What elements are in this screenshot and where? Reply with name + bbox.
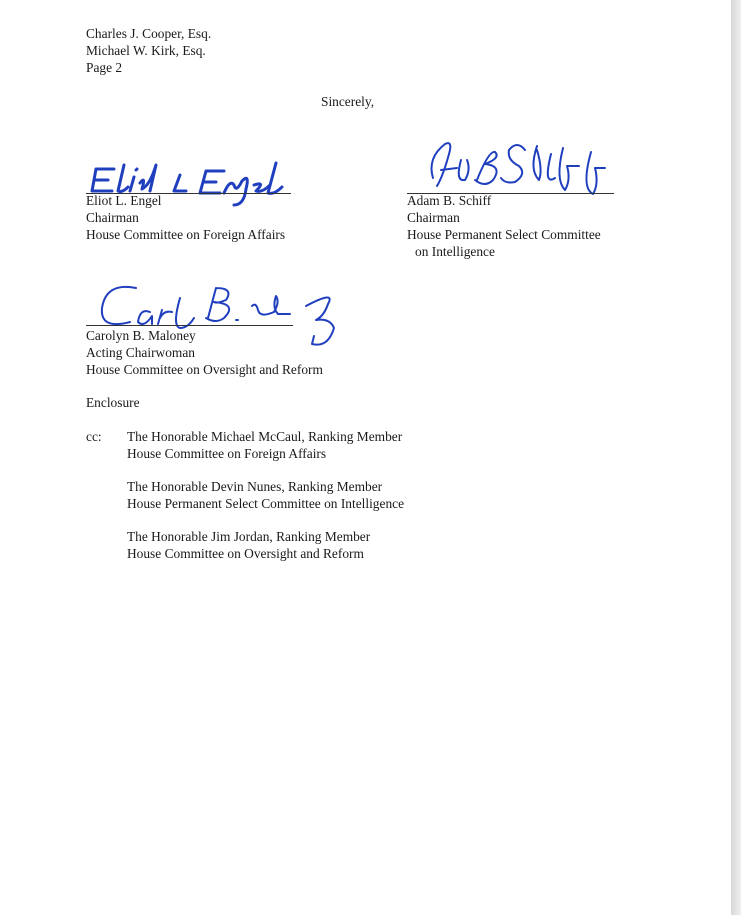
recipient-2: Michael W. Kirk, Esq. — [86, 43, 206, 58]
cc-entry-3-line-2: House Committee on Oversight and Reform — [127, 546, 364, 561]
signer-2-title: Chairman — [407, 210, 460, 225]
signer-1-title: Chairman — [86, 210, 139, 225]
signer-3-committee: House Committee on Oversight and Reform — [86, 362, 323, 377]
signer-2-name: Adam B. Schiff — [407, 193, 492, 208]
cc-label: cc: — [86, 429, 102, 444]
signer-3-name: Carolyn B. Maloney — [86, 328, 196, 343]
recipient-1: Charles J. Cooper, Esq. — [86, 26, 212, 41]
signer-1-committee: House Committee on Foreign Affairs — [86, 227, 286, 242]
signer-2-committee-cont: on Intelligence — [415, 244, 495, 259]
signer-2-committee: House Permanent Select Committee — [407, 227, 601, 242]
cc-entry-1-line-2: House Committee on Foreign Affairs — [127, 446, 327, 461]
cc-entry-1-line-1: The Honorable Michael McCaul, Ranking Member — [127, 429, 403, 444]
cc-entry-2-line-2: House Permanent Select Committee on Intelligence — [127, 496, 405, 511]
page-number: Page 2 — [86, 60, 123, 75]
signature-line-maloney — [86, 325, 293, 326]
signer-3-title: Acting Chairwoman — [86, 345, 195, 360]
page-edge-shadow — [731, 0, 741, 915]
cc-entry-2-line-1: The Honorable Devin Nunes, Ranking Member — [127, 479, 383, 494]
enclosure-label: Enclosure — [86, 395, 140, 410]
cc-entry-3-line-1: The Honorable Jim Jordan, Ranking Member — [127, 529, 371, 544]
signer-1-name: Eliot L. Engel — [86, 193, 162, 208]
closing: Sincerely, — [321, 94, 375, 109]
